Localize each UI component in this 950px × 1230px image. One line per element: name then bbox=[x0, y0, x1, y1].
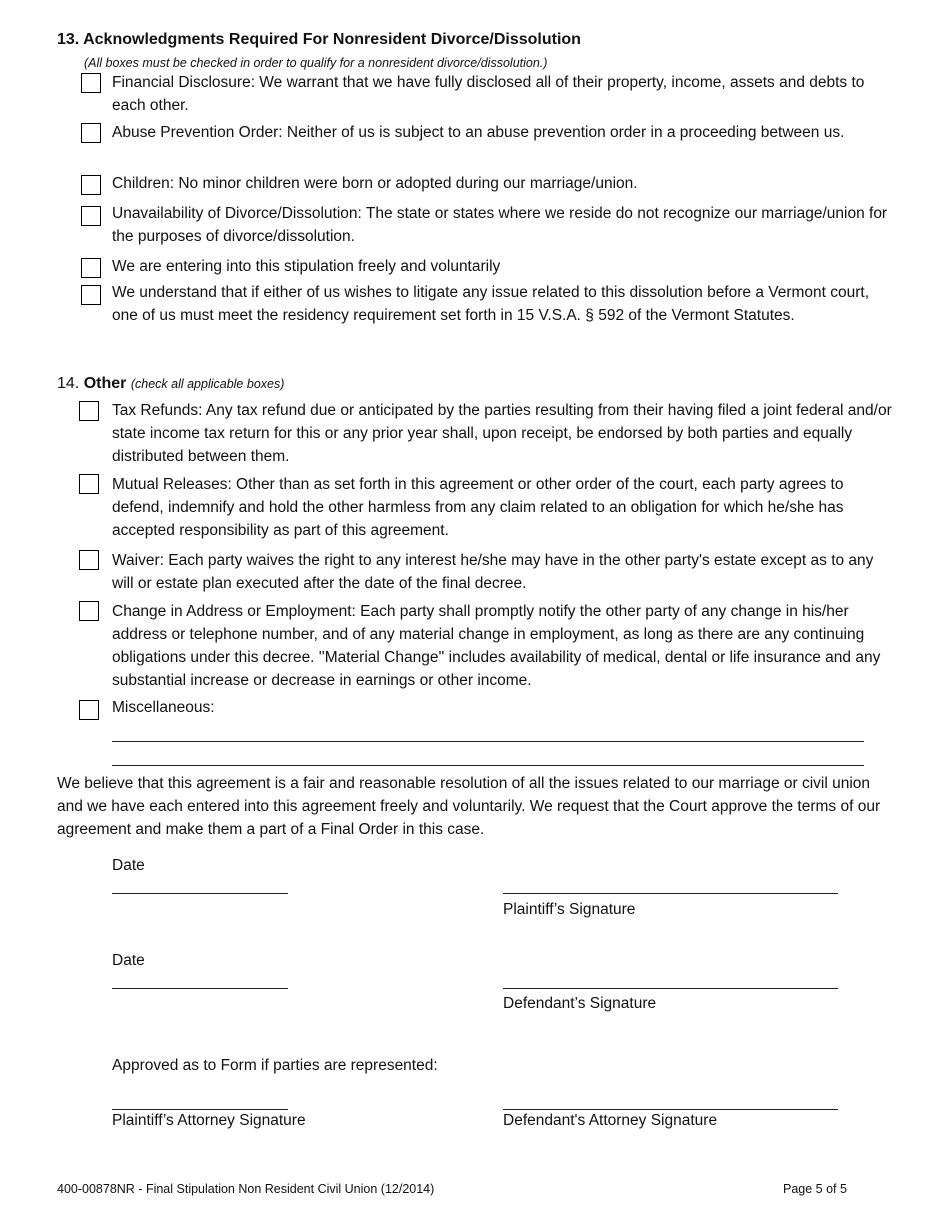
checkbox-mutual-releases[interactable] bbox=[79, 474, 99, 494]
plaintiff-date-line[interactable] bbox=[112, 893, 288, 894]
item-change-address-employment: Change in Address or Employment: Each party shall promptly notify the other party of any change in his/her address or telephone number, and of any material change in employment, as long as there are any continuing obligations under this decree. ''Material Change'' includes availability of medical, dental or life insurance and any substantial increase or decrease in earnings or other income. bbox=[112, 603, 881, 689]
plaintiff-date-label: Date bbox=[112, 857, 145, 874]
item-financial-disclosure: Financial Disclosure: We warrant that we have fully disclosed all of their property, income, assets and debts to each other. bbox=[112, 74, 865, 114]
defendant-signature-label: Defendant’s Signature bbox=[503, 995, 657, 1012]
defendant-date-label: Date bbox=[112, 952, 145, 969]
defendant-attorney-label: Defendant's Attorney Signature bbox=[503, 1112, 718, 1129]
approved-as-to-form-label: Approved as to Form if parties are represented: bbox=[112, 1057, 438, 1074]
checkbox-miscellaneous[interactable] bbox=[79, 700, 99, 720]
checkbox-tax-refunds[interactable] bbox=[79, 401, 99, 421]
section-14-number: 14. bbox=[57, 375, 80, 392]
checkbox-waiver[interactable] bbox=[79, 550, 99, 570]
item-freely-voluntarily: We are entering into this stipulation freely and voluntarily bbox=[112, 258, 501, 275]
item-waiver: Waiver: Each party waives the right to any interest he/she may have in the other party's estate except as to any will or estate plan executed after the date of the final decree. bbox=[112, 552, 874, 592]
checkbox-children[interactable] bbox=[81, 175, 101, 195]
closing-paragraph: We believe that this agreement is a fair and reasonable resolution of all the issues related to our marriage or civil union and we have each entered into this agreement freely and voluntarily. We request that the Court approve the terms of our agreement and make them a part of a Final Order in this case. bbox=[57, 775, 881, 838]
checkbox-financial-disclosure[interactable] bbox=[81, 73, 101, 93]
section-14-heading bbox=[57, 372, 284, 396]
plaintiff-attorney-label: Plaintiff’s Attorney Signature bbox=[112, 1112, 306, 1129]
plaintiff-signature-line[interactable] bbox=[503, 893, 838, 894]
item-tax-refunds: Tax Refunds: Any tax refund due or anticipated by the parties resulting from their having filed a joint federal and/or state income tax return for this or any prior year shall, upon receipt, be endorsed by both parties and equally distributed between them. bbox=[112, 402, 892, 465]
section-13-note: (All boxes must be checked in order to qualify for a nonresident divorce/dissolution.) bbox=[84, 56, 548, 70]
item-residency-requirement: We understand that if either of us wishes to litigate any issue related to this dissolution before a Vermont court, one of us must meet the residency requirement set forth in 15 V.S.A. § 592 of the Vermont Statutes. bbox=[112, 284, 870, 324]
checkbox-unavailability[interactable] bbox=[81, 206, 101, 226]
checkbox-change-address-employment[interactable] bbox=[79, 601, 99, 621]
section-14-title: Other bbox=[83, 375, 127, 392]
item-miscellaneous: Miscellaneous: bbox=[112, 699, 215, 716]
footer-form-id: 400-00878NR - Final Stipulation Non Resident Civil Union (12/2014) bbox=[57, 1182, 435, 1196]
miscellaneous-line-1[interactable] bbox=[112, 741, 864, 742]
plaintiff-signature-label: Plaintiff’s Signature bbox=[503, 901, 636, 918]
defendant-signature-line[interactable] bbox=[503, 988, 838, 989]
checkbox-abuse-prevention-order[interactable] bbox=[81, 123, 101, 143]
item-unavailability: Unavailability of Divorce/Dissolution: The state or states where we reside do not recognize our marriage/union for the purposes of divorce/dissolution. bbox=[112, 205, 888, 245]
item-children: Children: No minor children were born or adopted during our marriage/union. bbox=[112, 175, 638, 192]
checkbox-residency-requirement[interactable] bbox=[81, 285, 101, 305]
footer-page-number: Page 5 of 5 bbox=[783, 1182, 847, 1196]
section-14-note: (check all applicable boxes) bbox=[130, 377, 285, 391]
section-13-heading: 13. Acknowledgments Required For Nonresident Divorce/Dissolution bbox=[57, 31, 581, 48]
miscellaneous-line-2[interactable] bbox=[112, 765, 864, 766]
item-mutual-releases: Mutual Releases: Other than as set forth in this agreement or other order of the court, each party agrees to defend, indemnify and hold the other harmless from any claim related to an obligation for which he/she has accepted responsibility as part of this agreement. bbox=[112, 476, 844, 539]
checkbox-freely-voluntarily[interactable] bbox=[81, 258, 101, 278]
item-abuse-prevention-order: Abuse Prevention Order: Neither of us is subject to an abuse prevention order in a proceeding between us. bbox=[112, 124, 845, 141]
defendant-date-line[interactable] bbox=[112, 988, 288, 989]
